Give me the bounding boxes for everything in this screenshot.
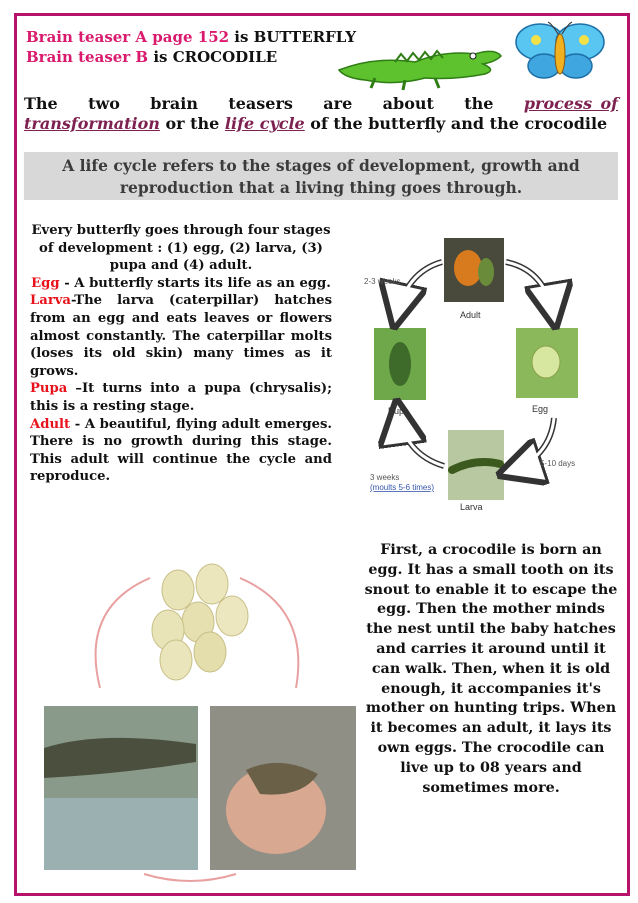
diagram-duration-adult: 2-3 weeks bbox=[364, 277, 401, 286]
egg-stage bbox=[30, 275, 332, 293]
cartoon-butterfly-image bbox=[512, 20, 608, 82]
teaser-a-answer: is BUTTERFLY bbox=[229, 28, 357, 46]
adult-stage bbox=[30, 416, 332, 486]
intro-process-link: process of transformation bbox=[24, 94, 618, 133]
pupa-text: –It turns into a pupa (chrysalis); this is a resting stage. bbox=[30, 381, 332, 414]
cycle-arrow-right bbox=[240, 578, 298, 688]
butterfly-life-cycle-diagram bbox=[356, 232, 618, 512]
adult-label: Adult bbox=[30, 416, 71, 432]
intro-paragraph bbox=[24, 94, 618, 134]
arrow-larva-to-pupa bbox=[398, 410, 444, 466]
larva-label: Larva bbox=[30, 293, 71, 309]
crocodile-eggs-photo bbox=[152, 564, 248, 680]
teaser-b-answer: is CROCODILE bbox=[148, 48, 278, 66]
diagram-duration-larva: 3 weeks bbox=[370, 473, 400, 482]
teaser-b-label: Brain teaser B bbox=[26, 48, 149, 66]
diagram-label-adult: Adult bbox=[460, 310, 481, 320]
diagram-duration-egg: 5-10 days bbox=[540, 459, 576, 468]
cartoon-crocodile-image bbox=[335, 40, 505, 92]
intro-text-1: The two brain teasers are about the bbox=[24, 94, 524, 113]
larva-text: -The larva (caterpillar) hatches from an egg and eats leaves or flowers almost constantly. The caterpillar molts (loses its old skin) many times as it grows. bbox=[30, 293, 332, 379]
intro-life-cycle: life cycle bbox=[224, 114, 305, 133]
life-cycle-definition: A life cycle refers to the stages of development, growth and reproduction that a living thing goes through. bbox=[24, 152, 618, 200]
egg-text: - A butterfly starts its life as an egg. bbox=[59, 275, 331, 291]
egg-label: Egg bbox=[31, 275, 60, 291]
diagram-label-egg: Egg bbox=[532, 404, 549, 414]
larva-stage bbox=[30, 292, 332, 380]
diagram-molts-note: (moults 5-6 times) bbox=[370, 483, 435, 492]
diagram-label-pupa: Pupa bbox=[388, 406, 410, 416]
adult-crocodile-photo bbox=[44, 706, 198, 870]
baby-crocodiles-in-hand-photo bbox=[210, 706, 356, 870]
cycle-arrow-left bbox=[96, 578, 150, 688]
pupa-label: Pupa bbox=[30, 381, 68, 397]
teaser-b-line bbox=[26, 48, 277, 66]
teaser-a-line bbox=[26, 28, 356, 46]
crocodile-life-cycle-image bbox=[40, 548, 360, 890]
crocodile-description: First, a crocodile is born an egg. It has a small tooth on its snout to enable it to escape the egg. Then the mother minds the nest until the baby hatches and carries it around until it can walk. Then, when it is old enough, it accompanies it's mother on hunting trips. When it becomes an adult, it lays its own eggs. The crocodile can live up to 08 years and sometimes more. bbox=[364, 542, 618, 796]
arrow-adult-to-pupa bbox=[396, 262, 442, 318]
teaser-a-label: Brain teaser A page 152 bbox=[26, 28, 230, 46]
arrow-adult-to-egg bbox=[506, 262, 554, 318]
diagram-label-larva: Larva bbox=[460, 502, 483, 512]
cycle-arrow-bottom bbox=[144, 874, 236, 881]
butterfly-description bbox=[30, 222, 332, 486]
intro-text-3: of the butterfly and the crocodile bbox=[304, 114, 608, 133]
pupa-stage bbox=[30, 380, 332, 415]
adult-text: - A beautiful, flying adult emerges. There is no growth during this stage. This adult will continue the cycle and reproduce. bbox=[30, 416, 332, 485]
butterfly-intro: Every butterfly goes through four stages of development : (1) egg, (2) larva, (3) pupa and (4) adult. bbox=[31, 223, 331, 274]
intro-text-2: or the bbox=[159, 114, 225, 133]
